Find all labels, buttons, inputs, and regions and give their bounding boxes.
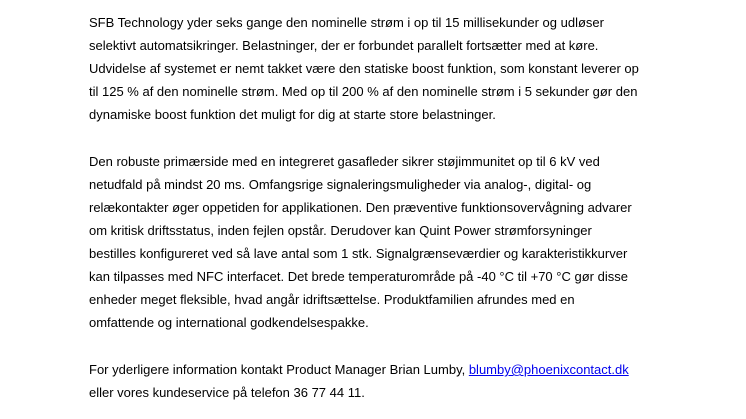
contact-prefix-text: For yderligere information kontakt Product Manager Brian Lumby, [89, 362, 469, 377]
paragraph-contact [89, 358, 729, 404]
text-line: netudfald på mindst 20 ms. Omfangsrige signaleringsmuligheder via analog-, digital- og [89, 177, 592, 192]
text-line: Udvidelse af systemet er nemt takket være den statiske boost funktion, som konstant leverer op [89, 61, 639, 76]
text-line: Den robuste primærside med en integreret gasafleder sikrer støjimmunitet op til 6 kV ved [89, 154, 600, 169]
paragraph-spacer [89, 126, 729, 150]
text-line: omfattende og international godkendelsespakke. [89, 315, 369, 330]
contact-phone-line: eller vores kundeservice på telefon 36 77 44 11. [89, 385, 365, 400]
document-body [89, 11, 729, 404]
text-line: SFB Technology yder seks gange den nominelle strøm i op til 15 millisekunder og udløser [89, 15, 604, 30]
paragraph-spacer [89, 334, 729, 358]
text-line: relækontakter øger oppetiden for applikationen. Den præventive funktionsovervågning advarer [89, 200, 632, 215]
contact-line [89, 358, 729, 381]
text-line: selektivt automatsikringer. Belastninger, der er forbundet parallelt fortsætter med at køre. [89, 38, 599, 53]
paragraph-robust-primary-side [89, 150, 729, 334]
paragraph-sfb-technology [89, 11, 729, 126]
email-link[interactable]: blumby@phoenixcontact.dk [468, 362, 629, 377]
text-line: kan tilpasses med NFC interfacet. Det brede temperaturområde på -40 °C til +70 °C gør disse [89, 269, 628, 284]
text-line: enheder meget fleksible, hvad angår idriftsættelse. Produktfamilien afrundes med en [89, 292, 575, 307]
text-line: til 125 % af den nominelle strøm. Med op til 200 % af den nominelle strøm i 5 sekunder gør den [89, 84, 638, 99]
text-line: bestilles konfigureret ved så lave antal som 1 stk. Signalgrænseværdier og karakteristikkurver [89, 246, 628, 261]
text-line: dynamiske boost funktion det muligt for dig at starte store belastninger. [89, 107, 496, 122]
text-line: om kritisk driftsstatus, inden fejlen opstår. Derudover kan Quint Power strømforsyninger [89, 223, 592, 238]
